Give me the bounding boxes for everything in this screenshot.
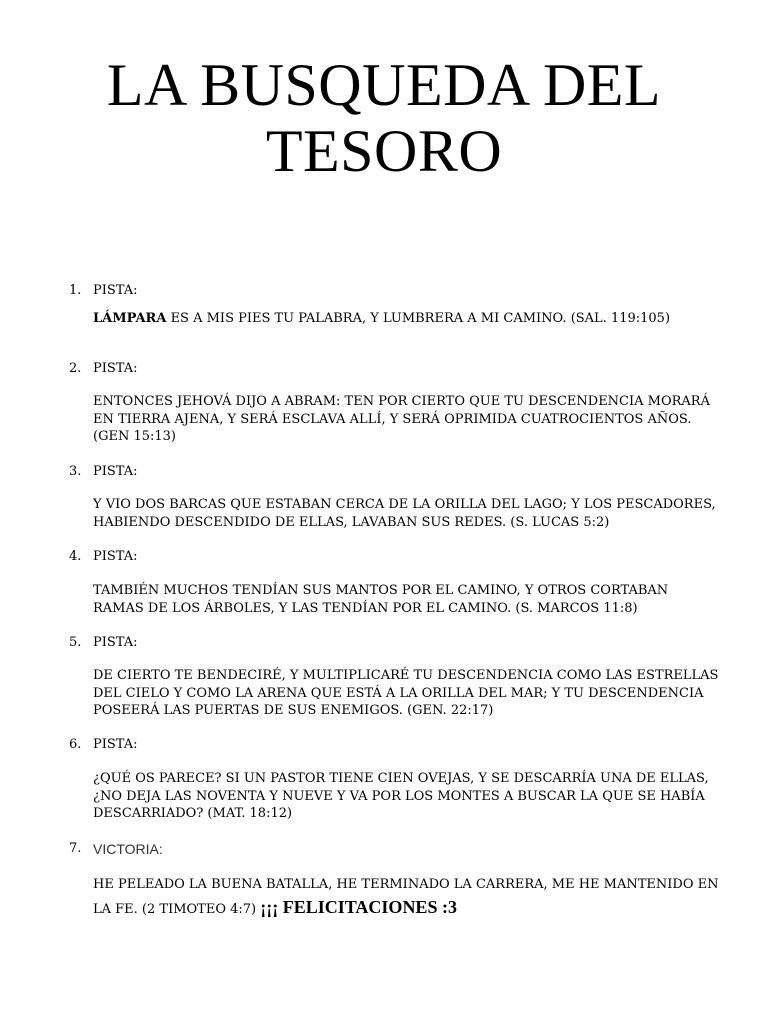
item-text: TAMBIÉN MUCHOS TENDÍAN SUS MANTOS POR EL CAMINO, Y OTROS CORTABAN RAMAS DE LOS ÁRBOLES, Y LAS TENDÍAN POR EL CAMINO. (S. MARCOS 11:8): [93, 583, 669, 616]
item-label: PISTA:: [93, 737, 138, 752]
item-text: LÁMPARA ES A MIS PIES TU PALABRA, Y LUMBRERA A MI CAMINO. (SAL. 119:105): [93, 311, 671, 326]
item-label: PISTA:: [93, 361, 138, 376]
item-number: 7.: [69, 841, 82, 856]
bold-word: LÁMPARA: [93, 311, 167, 326]
item-number: 3.: [69, 464, 82, 479]
item-text: DE CIERTO TE BENDECIRÉ, Y MULTIPLICARÉ TU DESCENDENCIA COMO LAS ESTRELLAS DEL CIELO Y COMO LA ARENA QUE ESTÁ A LA ORILLA DEL MAR; Y TU DESCENDENCIA POSEERÁ LAS PUERTAS DE SUS ENEMIGOS. (GEN. 22:17): [93, 668, 719, 718]
item-number: 6.: [69, 737, 82, 752]
item-text: HE PELEADO LA BUENA BATALLA, HE TERMINADO LA CARRERA, ME HE MANTENIDO EN LA FE. (2 TIMOTEO 4:7) ¡¡¡ FELICITACIONES :3: [93, 877, 719, 917]
item-text: ENTONCES JEHOVÁ DIJO A ABRAM: TEN POR CIERTO QUE TU DESCENDENCIA MORARÁ EN TIERRA AJENA, Y SERÁ ESCLAVA ALLÍ, Y SERÁ OPRIMIDA CUATROCIENTOS AÑOS. (GEN 15:13): [93, 394, 710, 444]
scripture-reference: 2 TIMOTEO 4:7): [147, 902, 261, 917]
item-label: PISTA:: [93, 549, 138, 564]
title-line-1: LA BUSQUEDA DEL: [106, 52, 662, 118]
item-text: Y VIO DOS BARCAS QUE ESTABAN CERCA DE LA ORILLA DEL LAGO; Y LOS PESCADORES, HABIENDO DESCENDIDO DE ELLAS, LAVABAN SUS REDES. (S. LUCAS 5:2): [93, 497, 716, 530]
item-number: 1.: [69, 283, 82, 298]
item-number: 4.: [69, 549, 82, 564]
item-label: VICTORIA:: [93, 841, 163, 857]
felicitaciones-text: ¡¡¡ FELICITACIONES :3: [260, 897, 457, 917]
page-title: [0, 52, 768, 184]
title-line-2: TESORO: [265, 118, 503, 184]
item-label: PISTA:: [93, 635, 138, 650]
item-number: 5.: [69, 635, 82, 650]
item-label: PISTA:: [93, 464, 138, 479]
item-number: 2.: [69, 361, 82, 376]
item-text: ¿QUÉ OS PARECE? SI UN PASTOR TIENE CIEN OVEJAS, Y SE DESCARRÍA UNA DE ELLAS, ¿NO DEJA LAS NOVENTA Y NUEVE Y VA POR LOS MONTES A BUSCAR LA QUE SE HABÍA DESCARRIADO? (MAT. 18:12): [93, 771, 709, 821]
item-label: PISTA:: [93, 283, 138, 298]
